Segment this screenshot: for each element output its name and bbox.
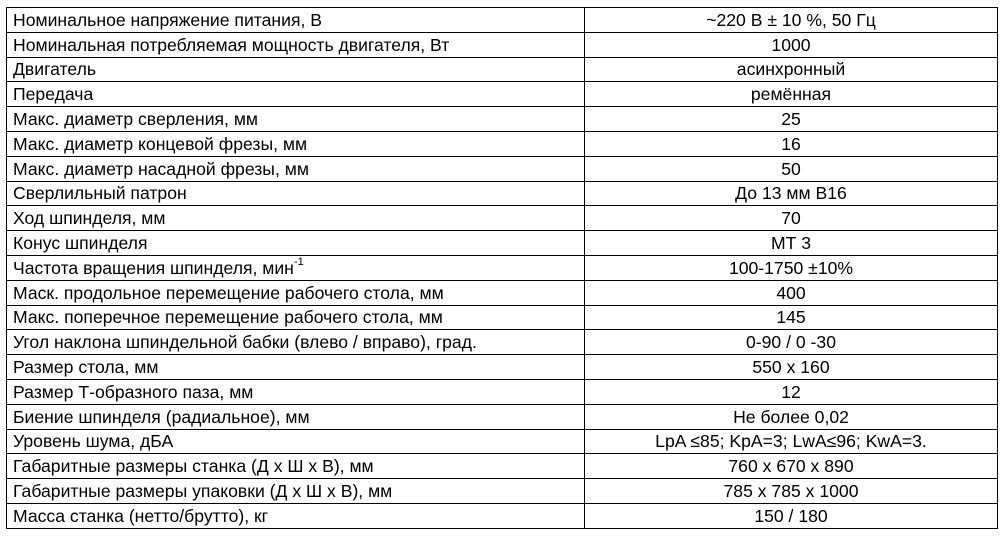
spec-name-superscript: -1 (293, 256, 304, 268)
spec-name-cell (7, 156, 585, 181)
spec-value: 25 (585, 107, 998, 132)
spec-name-cell (7, 429, 585, 454)
spec-name-cell (7, 479, 585, 504)
spec-row (7, 131, 998, 156)
spec-value: ремённая (585, 82, 998, 107)
spec-name-cell (7, 503, 585, 528)
spec-value: 150 / 180 (585, 503, 998, 528)
specifications-table (6, 7, 998, 529)
spec-name: Маск. продольное перемещение рабочего стола, мм (13, 282, 444, 303)
spec-name-cell (7, 330, 585, 355)
spec-row (7, 255, 998, 280)
spec-name-cell (7, 206, 585, 231)
spec-row (7, 32, 998, 57)
spec-row (7, 82, 998, 107)
spec-value: 0-90 / 0 -30 (585, 330, 998, 355)
spec-name-cell (7, 454, 585, 479)
spec-row (7, 454, 998, 479)
spec-name-cell (7, 355, 585, 380)
spec-name-cell (7, 181, 585, 206)
spec-row (7, 8, 998, 33)
spec-name: Номинальная потребляемая мощность двигателя, Вт (13, 34, 450, 55)
spec-row (7, 107, 998, 132)
spec-name-cell (7, 305, 585, 330)
spec-value: МТ 3 (585, 231, 998, 256)
spec-value: ~220 В ± 10 %, 50 Гц (585, 8, 998, 33)
spec-name: Масса станка (нетто/брутто), кг (13, 505, 269, 526)
spec-name-cell (7, 280, 585, 305)
spec-name: Сверлильный патрон (13, 183, 187, 204)
spec-value: До 13 мм B16 (585, 181, 998, 206)
spec-name: Макс. диаметр сверления, мм (13, 109, 259, 130)
spec-name-cell (7, 32, 585, 57)
spec-name-cell (7, 404, 585, 429)
spec-value: 50 (585, 156, 998, 181)
spec-row (7, 57, 998, 82)
spec-name: Макс. диаметр концевой фрезы, мм (13, 133, 308, 154)
spec-name: Макс. диаметр насадной фрезы, мм (13, 158, 309, 179)
spec-name: Габаритные размеры упаковки (Д х Ш х В), мм (13, 481, 393, 502)
spec-row (7, 355, 998, 380)
spec-name: Конус шпинделя (13, 233, 148, 254)
spec-name: Уровень шума, дБА (13, 431, 174, 452)
cut-off-text-fragment (0, 531, 1006, 538)
spec-value: 70 (585, 206, 998, 231)
spec-row (7, 305, 998, 330)
spec-name: Макс. поперечное перемещение рабочего стола, мм (13, 307, 443, 328)
spec-value: 100-1750 ±10% (585, 255, 998, 280)
spec-value: 1000 (585, 32, 998, 57)
spec-name: Биение шпинделя (радиальное), мм (13, 406, 310, 427)
spec-name: Размер Т-образного паза, мм (13, 381, 254, 402)
spec-name: Размер стола, мм (13, 357, 159, 378)
spec-name-cell (7, 131, 585, 156)
spec-value: 145 (585, 305, 998, 330)
spec-value: 550 x 160 (585, 355, 998, 380)
spec-row (7, 479, 998, 504)
spec-name-cell (7, 107, 585, 132)
spec-name: Частота вращения шпинделя, мин (13, 257, 294, 278)
spec-row (7, 156, 998, 181)
spec-name: Габаритные размеры станка (Д х Ш х В), мм (13, 456, 374, 477)
spec-name-cell (7, 8, 585, 33)
spec-row (7, 379, 998, 404)
spec-row (7, 231, 998, 256)
spec-value: 16 (585, 131, 998, 156)
spec-value: LpA ≤85; KpA=3; LwA≤96; KwA=3. (585, 429, 998, 454)
spec-name: Передача (13, 84, 94, 105)
specifications-table-body (7, 8, 998, 529)
spec-value: 785 x 785 x 1000 (585, 479, 998, 504)
spec-name-cell (7, 82, 585, 107)
spec-value: 400 (585, 280, 998, 305)
spec-name: Двигатель (13, 59, 97, 80)
spec-name-cell (7, 255, 585, 280)
spec-row (7, 503, 998, 528)
spec-row (7, 206, 998, 231)
spec-name-cell (7, 379, 585, 404)
spec-row (7, 404, 998, 429)
spec-name-cell (7, 231, 585, 256)
spec-name-cell (7, 57, 585, 82)
spec-value: 760 x 670 x 890 (585, 454, 998, 479)
spec-value: Не более 0,02 (585, 404, 998, 429)
spec-value: 12 (585, 379, 998, 404)
spec-row (7, 181, 998, 206)
spec-name: Ход шпинделя, мм (13, 208, 166, 229)
spec-row (7, 280, 998, 305)
spec-value: асинхронный (585, 57, 998, 82)
spec-name: Номинальное напряжение питания, В (13, 9, 323, 30)
spec-row (7, 330, 998, 355)
spec-row (7, 429, 998, 454)
spec-name: Угол наклона шпиндельной бабки (влево / вправо), град. (13, 332, 477, 353)
